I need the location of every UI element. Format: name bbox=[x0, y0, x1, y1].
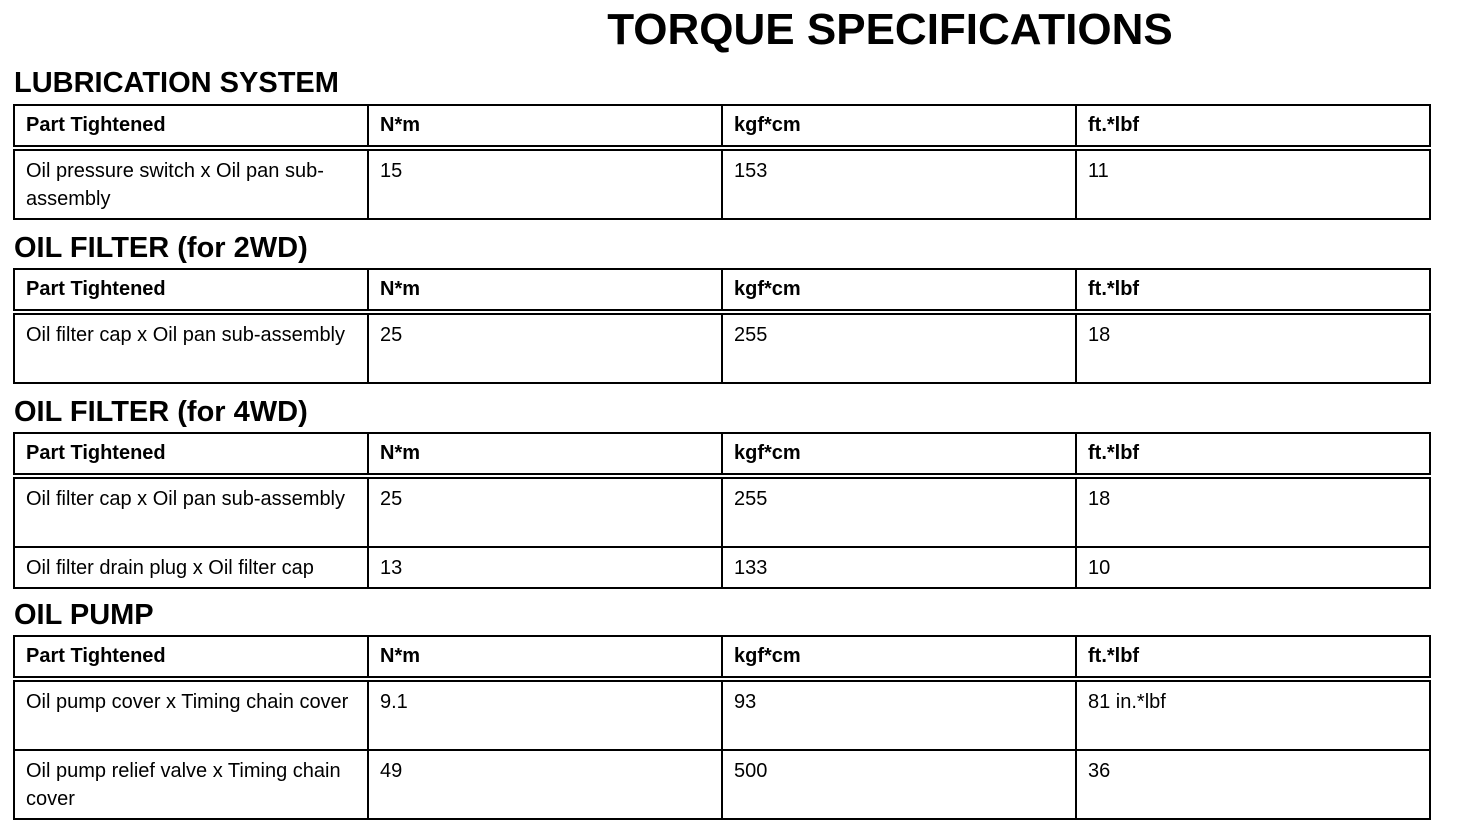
column-header-kgfcm: kgf*cm bbox=[722, 636, 1076, 679]
ftlbf-cell: 18 bbox=[1076, 476, 1430, 547]
kgfcm-cell: 255 bbox=[722, 312, 1076, 383]
part-cell: Oil filter cap x Oil pan sub-assembly bbox=[14, 476, 368, 547]
kgfcm-cell: 133 bbox=[722, 547, 1076, 588]
column-header-ftlbf: ft.*lbf bbox=[1076, 105, 1430, 148]
column-header-nm: N*m bbox=[368, 433, 722, 476]
kgfcm-cell: 500 bbox=[722, 750, 1076, 819]
column-header-ftlbf: ft.*lbf bbox=[1076, 433, 1430, 476]
column-header-part: Part Tightened bbox=[14, 636, 368, 679]
section-heading-oil-pump: OIL PUMP bbox=[14, 599, 154, 631]
column-header-nm: N*m bbox=[368, 636, 722, 679]
table-header-row bbox=[14, 433, 1430, 476]
table-row bbox=[14, 312, 1430, 383]
table-header-row bbox=[14, 636, 1430, 679]
column-header-part: Part Tightened bbox=[14, 433, 368, 476]
torque-table-oil-filter-2wd bbox=[13, 268, 1431, 384]
column-header-part: Part Tightened bbox=[14, 105, 368, 148]
ftlbf-cell: 10 bbox=[1076, 547, 1430, 588]
table-row bbox=[14, 148, 1430, 219]
nm-cell: 15 bbox=[368, 148, 722, 219]
section-heading-oil-filter-4wd: OIL FILTER (for 4WD) bbox=[14, 396, 308, 428]
table-row bbox=[14, 679, 1430, 750]
part-cell: Oil pressure switch x Oil pan sub-assembly bbox=[14, 148, 368, 219]
kgfcm-cell: 255 bbox=[722, 476, 1076, 547]
ftlbf-cell: 81 in.*lbf bbox=[1076, 679, 1430, 750]
section-heading-lubrication-system: LUBRICATION SYSTEM bbox=[14, 67, 339, 99]
section-heading-oil-filter-2wd: OIL FILTER (for 2WD) bbox=[14, 232, 308, 264]
column-header-kgfcm: kgf*cm bbox=[722, 105, 1076, 148]
column-header-ftlbf: ft.*lbf bbox=[1076, 636, 1430, 679]
column-header-nm: N*m bbox=[368, 269, 722, 312]
part-cell: Oil pump relief valve x Timing chain cover bbox=[14, 750, 368, 819]
column-header-kgfcm: kgf*cm bbox=[722, 433, 1076, 476]
table-row bbox=[14, 750, 1430, 819]
ftlbf-cell: 11 bbox=[1076, 148, 1430, 219]
column-header-nm: N*m bbox=[368, 105, 722, 148]
kgfcm-cell: 153 bbox=[722, 148, 1076, 219]
column-header-ftlbf: ft.*lbf bbox=[1076, 269, 1430, 312]
ftlbf-cell: 18 bbox=[1076, 312, 1430, 383]
torque-table-oil-filter-4wd bbox=[13, 432, 1431, 589]
torque-table-oil-pump bbox=[13, 635, 1431, 820]
part-cell: Oil pump cover x Timing chain cover bbox=[14, 679, 368, 750]
nm-cell: 25 bbox=[368, 312, 722, 383]
column-header-kgfcm: kgf*cm bbox=[722, 269, 1076, 312]
kgfcm-cell: 93 bbox=[722, 679, 1076, 750]
torque-table-lubrication-system bbox=[13, 104, 1431, 220]
nm-cell: 49 bbox=[368, 750, 722, 819]
table-row bbox=[14, 476, 1430, 547]
page-title: TORQUE SPECIFICATIONS bbox=[607, 5, 1173, 54]
table-row bbox=[14, 547, 1430, 588]
nm-cell: 9.1 bbox=[368, 679, 722, 750]
part-cell: Oil filter drain plug x Oil filter cap bbox=[14, 547, 368, 588]
nm-cell: 13 bbox=[368, 547, 722, 588]
nm-cell: 25 bbox=[368, 476, 722, 547]
column-header-part: Part Tightened bbox=[14, 269, 368, 312]
part-cell: Oil filter cap x Oil pan sub-assembly bbox=[14, 312, 368, 383]
ftlbf-cell: 36 bbox=[1076, 750, 1430, 819]
table-header-row bbox=[14, 269, 1430, 312]
table-header-row bbox=[14, 105, 1430, 148]
